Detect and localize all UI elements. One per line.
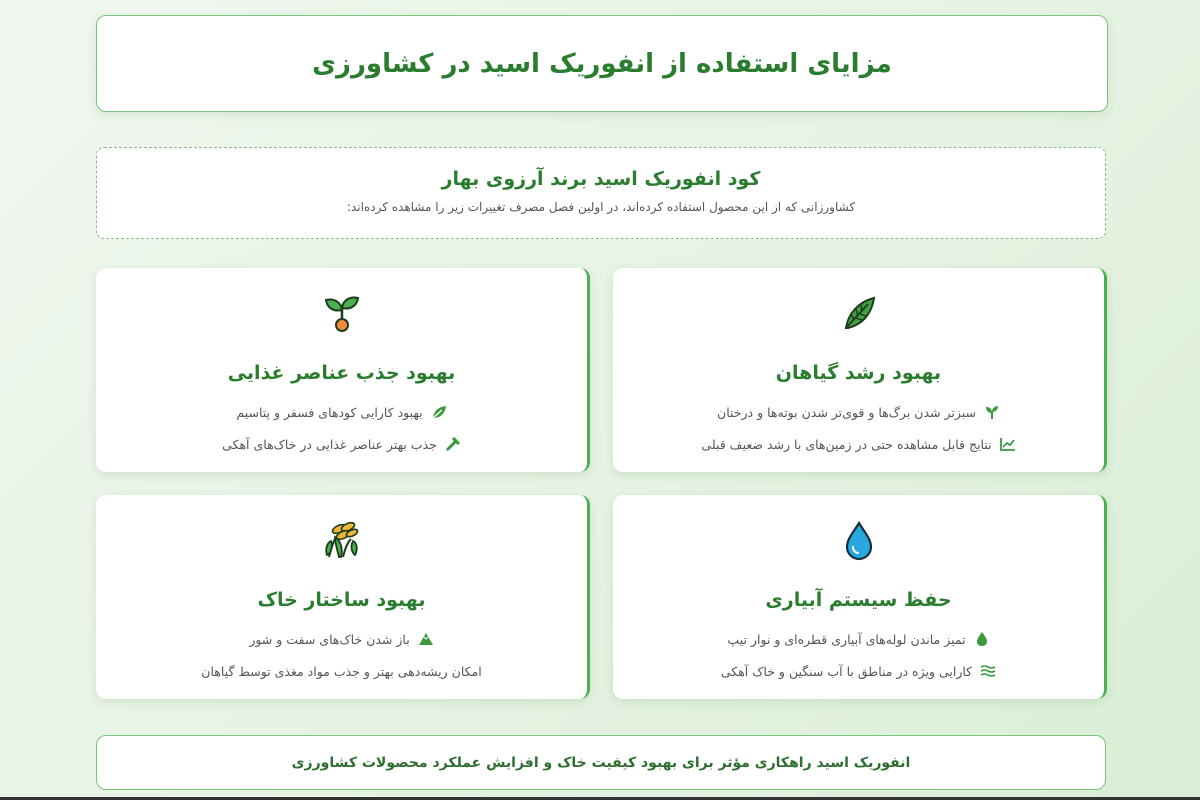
wheat-icon (321, 519, 363, 561)
droplet-icon (974, 631, 990, 647)
seedling-icon (984, 404, 1000, 420)
list-item: بهبود کارایی کودهای فسفر و پتاسیم (96, 396, 587, 428)
card-title: بهبود جذب عناصر غذایی (227, 362, 456, 384)
list-item: تمیز ماندن لوله‌های آبیاری قطره‌ای و نوار تیپ (613, 623, 1104, 655)
chart-line-icon (1000, 436, 1016, 452)
card-feature-list (96, 623, 587, 687)
list-item: سبزتر شدن برگ‌ها و قوی‌تر شدن بوته‌ها و درختان (613, 396, 1104, 428)
card-feature-list (613, 396, 1104, 460)
list-item: امکان ریشه‌دهی بهتر و جذب مواد مغذی توسط گیاهان (201, 663, 482, 679)
card-title: بهبود ساختار خاک (257, 589, 426, 611)
page-title: مزایای استفاده از انفوریک اسید در کشاورزی (312, 48, 892, 79)
card-title: بهبود رشد گیاهان (775, 362, 942, 384)
card-irrigation-system (613, 495, 1107, 699)
list-item: نتایج قابل مشاهده حتی در زمین‌های با رشد ضعیف قبلی (613, 428, 1104, 460)
leaf-icon (838, 292, 880, 334)
mountain-icon (418, 631, 434, 647)
intro-title: کود انفوریک اسید برند آرزوی بهار (441, 168, 761, 190)
leaf-small-icon (431, 404, 447, 420)
list-item: کارایی ویژه در مناطق با آب سنگین و خاک آهکی (613, 655, 1104, 687)
page-header (96, 15, 1108, 112)
card-feature-list (613, 623, 1104, 687)
card-soil-structure (96, 495, 590, 699)
card-nutrient-absorption (96, 268, 590, 472)
list-item: جذب بهتر عناصر غذایی در خاک‌های آهکی (96, 428, 587, 460)
sprout-icon (321, 292, 363, 334)
intro-text: کشاورزانی که از این محصول استفاده کرده‌اند، در اولین فصل مصرف تغییرات زیر را مشاهده کرده‌اند: (346, 200, 856, 214)
footer-banner (96, 735, 1106, 790)
card-plant-growth (613, 268, 1107, 472)
eyedropper-icon (445, 436, 461, 452)
footer-text: انفوریک اسید راهکاری مؤثر برای بهبود کیفیت خاک و افزایش عملکرد محصولات کشاورزی (291, 754, 911, 771)
list-item: باز شدن خاک‌های سفت و شور (96, 623, 587, 655)
card-title: حفظ سیستم آبیاری (765, 589, 952, 611)
water-waves-icon (980, 663, 996, 679)
water-drop-icon (838, 519, 880, 561)
card-feature-list (96, 396, 587, 460)
intro-box (96, 147, 1106, 239)
